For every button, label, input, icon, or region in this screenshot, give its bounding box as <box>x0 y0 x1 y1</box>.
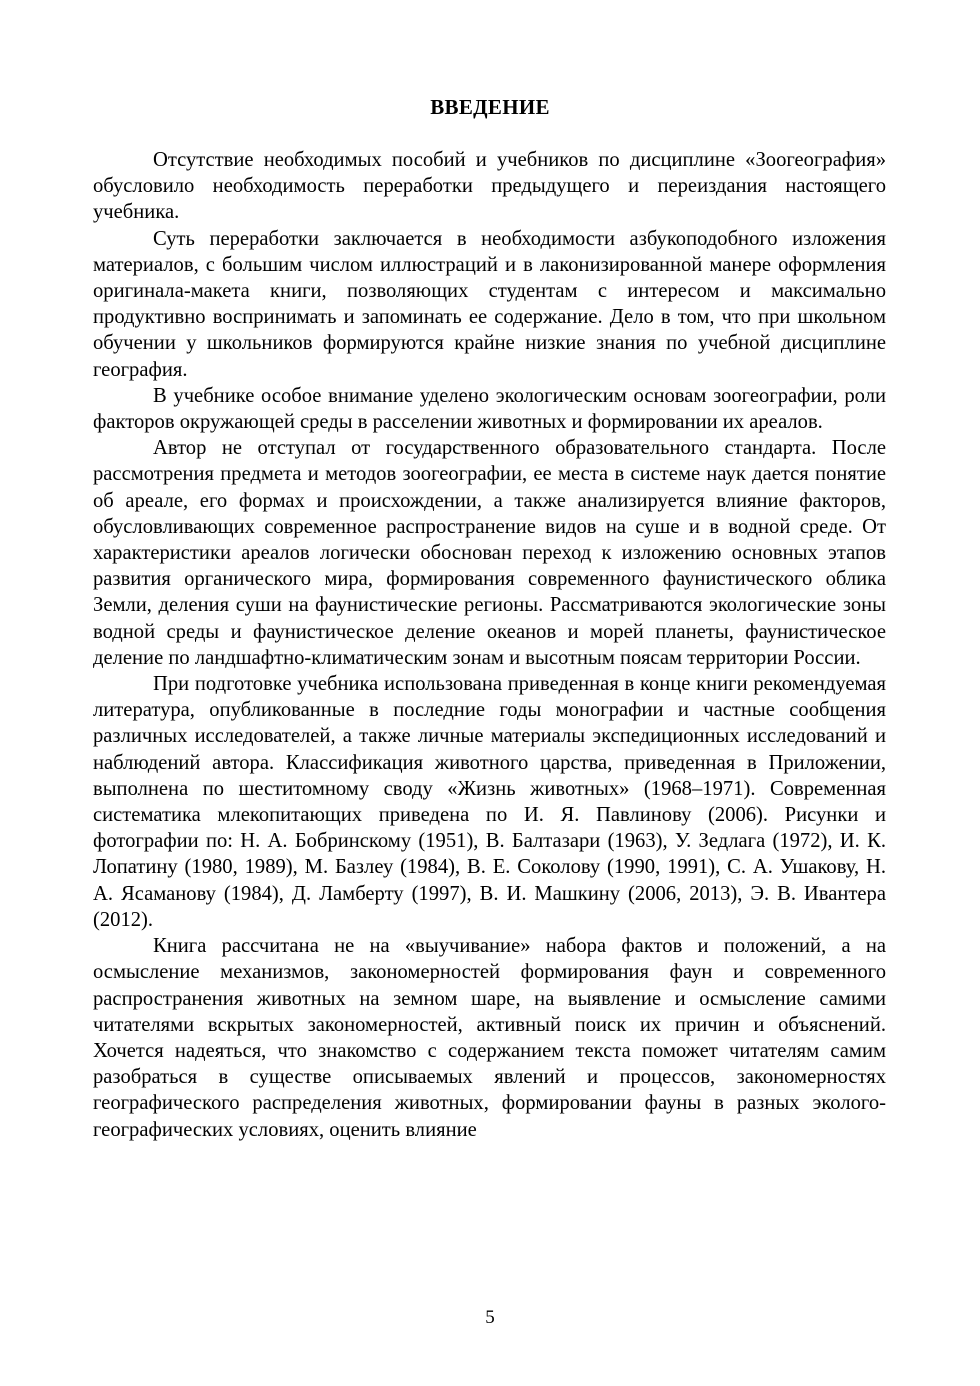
paragraph-5: При подготовке учебника использована приведенная в конце книги рекомендуемая литература, опубликованные в последние годы монографии и частные сообщения различных исследователей, а также личные материалы экспедиционных исследований и наблюдений автора. Классификация животного царства, приведенная в Приложении, выполнена по шеститомному своду «Жизнь животных» (1968–1971). Современная систематика млекопитающих приведена по И. Я. Павлинову (2006). Рисунки и фотографии по: Н. А. Бобринскому (1951), В. Балтазари (1963), У. Зедлага (1972), И. К. Лопатину (1980, 1989), М. Базлеу (1984), В. Е. Соколову (1990, 1991), С. А. Ушакову, Н. А. Ясаманову (1984), Д. Ламберту (1997), В. И. Машкину (2006, 2013), Э. В. Ивантера (2012). <box>93 673 886 931</box>
paragraph-6: Книга рассчитана не на «выучивание» набора фактов и положений, а на осмысление механизмов, закономерностей формирования фаун и современного распространения животных на земном шаре, на выявление и осмысление самими читателями вскрытых закономерностей, активный поиск их причин и объяснений. Хочется надеяться, что знакомство с содержанием текста поможет читателям самим разобраться в существе описываемых явлений и процессов, закономерностях географического распределения животных, формировании фауны в разных эколого-географических условиях, оценить влияние <box>93 935 886 1141</box>
page-title: ВВЕДЕНИЕ <box>430 95 550 119</box>
paragraph-2: Суть переработки заключается в необходимости азбукоподобного изложения материалов, с большим числом иллюстраций и в лаконизированной манере оформления оригинала-макета книги, позволяющих студентам с интересом и максимально продуктивно воспринимать и запоминать ее содержание. Дело в том, что при школьном обучении у школьников формируются крайне низкие знания по учебной дисциплине география. <box>93 227 886 381</box>
paragraph-3: В учебнике особое внимание уделено экологическим основам зоогеографии, роли факторов окружающей среды в расселении животных и формировании их ареалов. <box>93 384 886 434</box>
paragraph-4: Автор не отступал от государственного образовательного стандарта. После рассмотрения предмета и методов зоогеографии, ее места в системе наук дается понятие об ареале, его формах и происхождении, а также анализируется влияние факторов, обусловливающих современное распространение видов на суше и в водной среде. От характеристики ареалов логически обоснован переход к изложению основных этапов развития органического мира, формирования современного фаунистического облика Земли, деления суши на фаунистические регионы. Рассматриваются экологические зоны водной среды и фаунистическое деление океанов и морей планеты, фаунистическое деление по ландшафтно-климатическим зонам и высотным поясам территории России. <box>93 437 886 669</box>
page-number: 5 <box>485 1307 495 1328</box>
paragraph-1: Отсутствие необходимых пособий и учебников по дисциплине «Зоогеография» обусловило необходимость переработки предыдущего и переиздания настоящего учебника. <box>93 149 886 224</box>
body-text <box>93 147 886 1143</box>
